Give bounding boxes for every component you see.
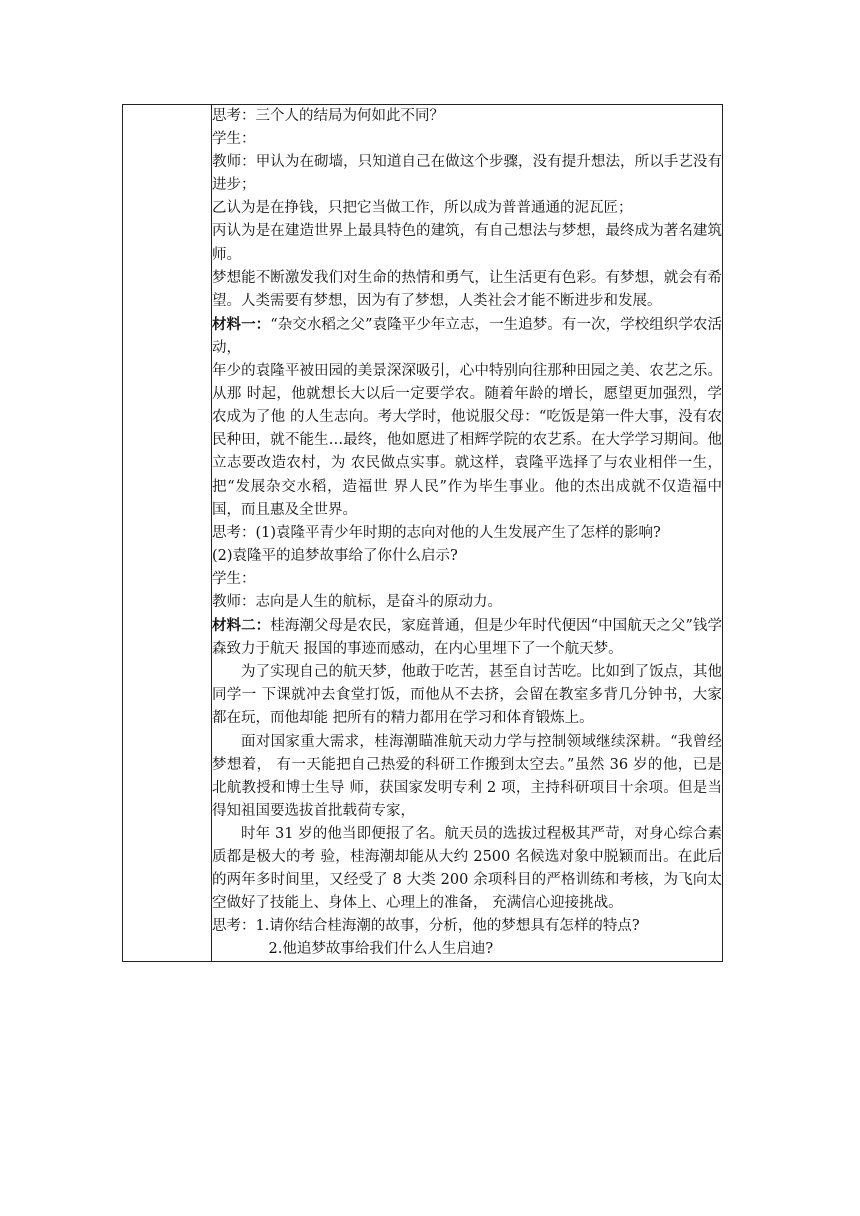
paragraph-text: 思考：(1)袁隆平青少年时期的志向对他的人生发展产生了怎样的影响? (212, 524, 661, 541)
paragraph-text: 学生： (212, 131, 256, 148)
paragraph-student2 (212, 568, 722, 591)
paragraph-text: 面对国家重大需求，桂海潮瞄准航天动力学与控制领域继续深耕。“我曾经梦想着， 有一天能把自己热爱的科研工作搬到太空去。”虽然 36 岁的他，已是北航教授和博士生导 师，获国家发明专利 2 项，主持科研项目十余项。但是当得知祖国要选拔首批载荷专家， (212, 733, 722, 819)
paragraph-text: 2.他追梦故事给我们什么人生启迪? (268, 941, 494, 958)
paragraph-text: 教师：甲认为在砌墙，只知道自己在做这个步骤，没有提升想法，所以手艺没有进步； (212, 154, 722, 194)
paragraph-think1 (212, 105, 722, 128)
material-label: 材料一： (212, 315, 271, 333)
paragraph-material1b (212, 360, 722, 522)
paragraph-text: 思考：三个人的结局为何如此不同？ (212, 108, 444, 124)
paragraph-text: 桂海潮父母是农民，家庭普通，但是少年时代便因“中国航天之父”钱学森致力于航天 报国的事迹而感动，在内心里埋下了一个航天梦。 (212, 618, 722, 658)
material-label: 材料二： (212, 617, 271, 635)
paragraph-text: 为了实现自己的航天梦，他敢于吃苦，甚至自讨苦吃。比如到了饭点，其他同学一 下课就冲去食堂打饭，而他从不去挤，会留在教室多背几分钟书，大家都在玩，而他却能 把所有的精力都用在学习和体育锻炼上。 (212, 664, 722, 727)
paragraph-teacher2 (212, 591, 722, 614)
main-content-cell (212, 105, 723, 962)
paragraph-bing (212, 220, 722, 266)
table-row (123, 105, 723, 962)
paragraph-p2 (212, 731, 722, 823)
paragraph-text: 学生： (212, 570, 256, 587)
paragraph-text: (2)袁隆平的追梦故事给了你什么启示? (212, 547, 458, 564)
paragraph-text: “杂交水稻之父”袁隆平少年立志，一生追梦。有一次，学校组织学农活动， (212, 316, 722, 356)
paragraph-teacher1 (212, 151, 722, 197)
left-column-cell (123, 105, 212, 962)
paragraph-material2 (212, 614, 722, 661)
lesson-content (212, 105, 722, 961)
paragraph-think2b (212, 545, 722, 568)
paragraph-think3 (212, 915, 722, 938)
paragraph-text: 梦想能不断激发我们对生命的热情和勇气，让生活更有色彩。有梦想，就会有希望。人类需要有梦想，因为有了梦想，人类社会才能不断进步和发展。 (212, 269, 722, 309)
paragraph-student1 (212, 128, 722, 151)
paragraph-think2 (212, 522, 722, 545)
paragraph-p1 (212, 661, 722, 730)
paragraph-text: 思考：1.请你结合桂海潮的故事，分析，他的梦想具有怎样的特点? (212, 918, 640, 935)
paragraph-yi (212, 197, 722, 220)
paragraph-p3 (212, 823, 722, 915)
paragraph-text: 丙认为是在建造世界上最具特色的建筑，有自己想法与梦想，最终成为著名建筑师。 (212, 223, 722, 263)
paragraph-material1 (212, 313, 722, 360)
paragraph-dream (212, 267, 722, 313)
paragraph-text: 教师：志向是人生的航标，是奋斗的原动力。 (212, 593, 502, 610)
paragraph-text: 乙认为是在挣钱，只把它当做工作，所以成为普普通通的泥瓦匠； (212, 200, 633, 217)
lesson-plan-table (122, 104, 723, 962)
paragraph-think3b (212, 938, 722, 961)
paragraph-text: 时年 31 岁的他当即便报了名。航天员的选拔过程极其严苛，对身心综合素质都是极大的考 验，桂海潮却能从大约 2500 名候选对象中脱颖而出。在此后的两年多时间里，又经受了 8 大类 200 余项科目的严格训练和考核，为飞向太空做好了技能上、身体上、心理上的准备， 充满信心迎接挑战。 (212, 825, 722, 912)
paragraph-text: 年少的袁隆平被田园的美景深深吸引，心中特别向往那种田园之美、农艺之乐。从那 时起，他就想长大以后一定要学农。随着年龄的增长，愿望更加强烈，学农成为了他 的人生志向。考大学时，他说服父母：“吃饭是第一件大事，没有农民种田，就不能生…最终，他如愿进了相辉学院的农艺系。在大学学习期间。他立志要改造农村，为 农民做点实事。就这样，袁隆平选择了与农业相伴一生，把“发展杂交水稻，造福世 界人民”作为毕生事业。他的杰出成就不仅造福中国，而且惠及全世界。 (212, 363, 722, 518)
